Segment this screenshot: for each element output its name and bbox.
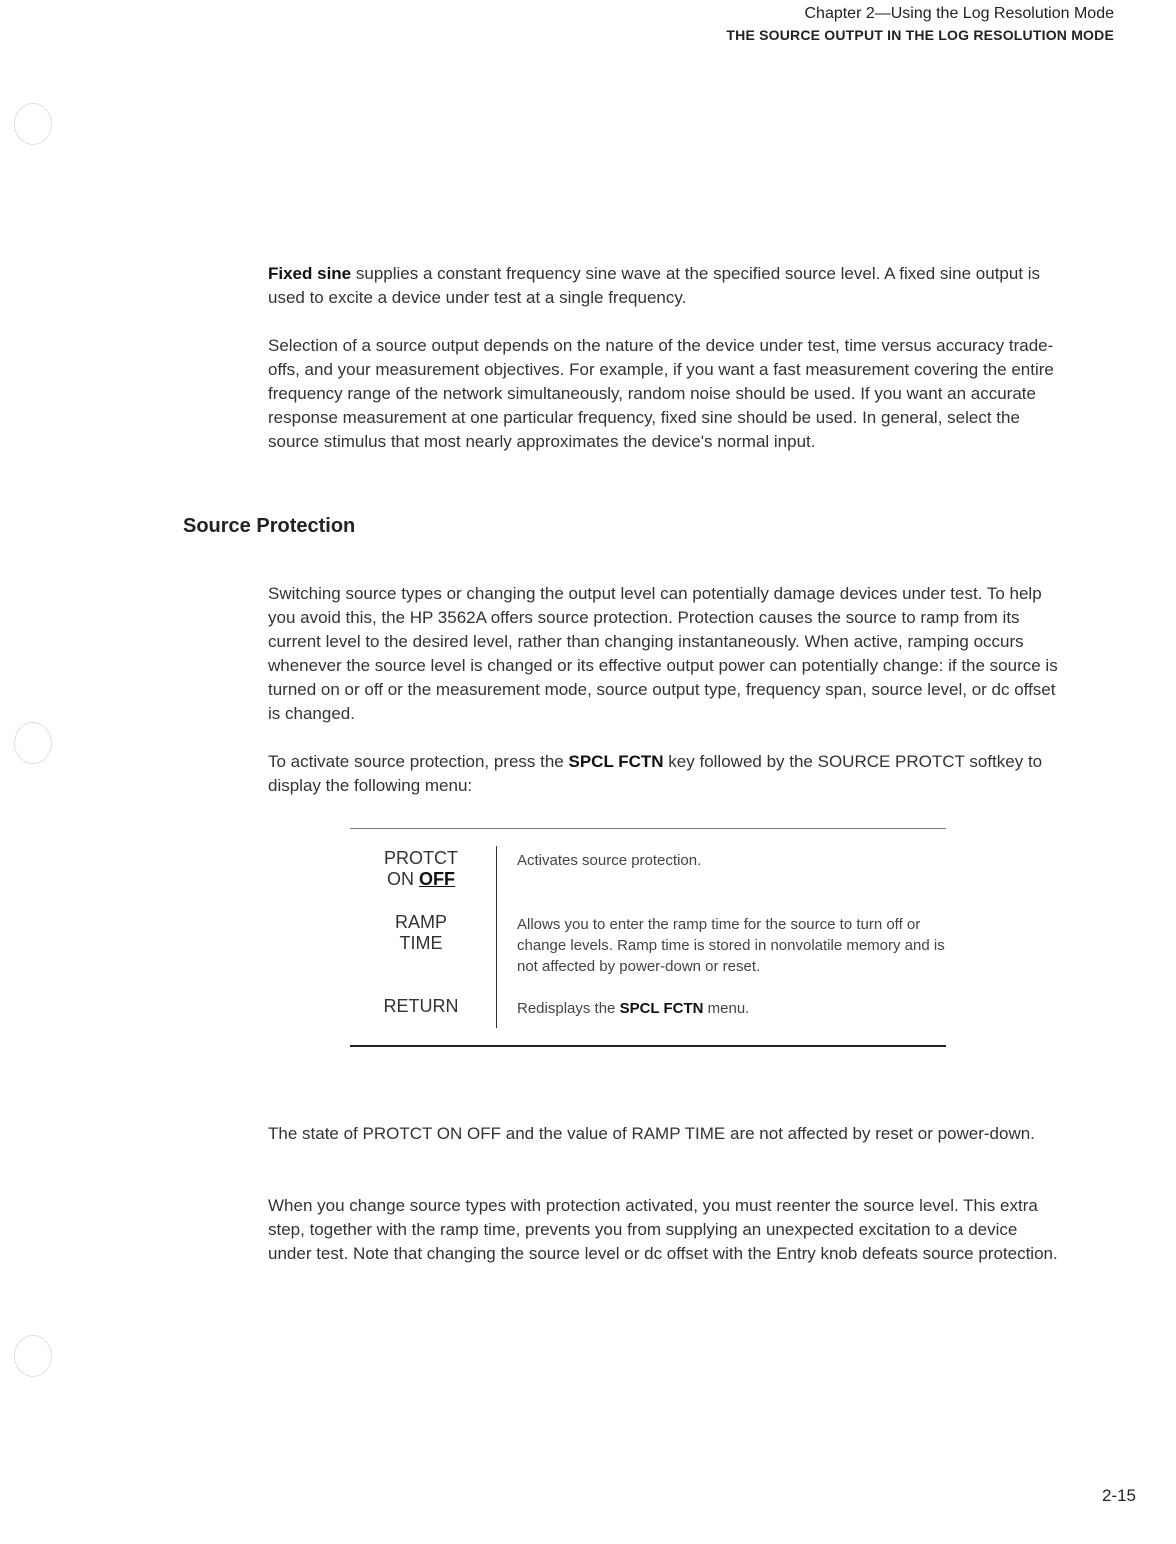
table-bottom-rule: [350, 1045, 946, 1047]
change-source-paragraph: When you change source types with protection activated, you must reenter the source level. This extra step, together with the ramp time, prevents you from supplying an unexpected excitation to a device under test. Note that changing the source level or dc offset with the Entry knob defeats source protection.: [268, 1196, 1058, 1263]
running-header: [726, 3, 1114, 45]
source-protection-heading: Source Protection: [183, 515, 356, 537]
binder-hole-top: [14, 103, 52, 145]
section-title: THE SOURCE OUTPUT IN THE LOG RESOLUTION MODE: [726, 27, 1114, 43]
fixed-sine-term: Fixed sine: [268, 264, 352, 283]
binder-hole-middle: [14, 722, 52, 764]
spcl-fctn-key-ref: SPCL FCTN: [619, 1000, 704, 1017]
spcl-fctn-key: SPCL FCTN: [568, 752, 664, 771]
softkey-menu-table: [350, 828, 946, 1048]
page-number: 2-15: [1101, 1486, 1136, 1505]
desc-protct: Activates source protection.: [517, 852, 702, 869]
state-paragraph: The state of PROTCT ON OFF and the value of RAMP TIME are not affected by reset or power-down.: [268, 1124, 1035, 1143]
source-protection-paragraph: Switching source types or changing the output level can potentially damage devices under test. To help you avoid this, the HP 3562A offers source protection. Protection causes the source to ramp from its current level to the desired level, rather than changing instantaneously. When active, ramping occurs whenever the source level is changed or its effective output power can potentially change: if the source is turned on or off or the measurement mode, source output type, frequency span, source level, or dc offset is changed.: [268, 584, 1058, 723]
activate-paragraph: To activate source protection, press the SPCL FCTN key followed by the SOURCE PROTCT softkey to display the following menu:: [268, 752, 1043, 795]
desc-ramp-time: Allows you to enter the ramp time for the source to turn off or change levels. Ramp time is stored in nonvolatile memory and is not affected by power-down or reset.: [517, 916, 945, 975]
desc-return: Redisplays the SPCL FCTN menu.: [517, 1000, 750, 1017]
softkey-return: RETURN: [383, 996, 459, 1016]
table-top-rule: [350, 828, 946, 829]
fixed-sine-text: supplies a constant frequency sine wave at the specified source level. A fixed sine output is used to excite a device under test at a single frequency.: [268, 264, 1041, 307]
off-selected: OFF: [419, 869, 455, 889]
binder-hole-bottom: [14, 1335, 52, 1377]
softkey-protct-on-off: PROTCT ON OFF: [384, 848, 458, 889]
fixed-sine-paragraph: [268, 262, 1058, 310]
softkey-ramp-time: RAMP TIME: [394, 912, 447, 953]
chapter-title: Chapter 2—Using the Log Resolution Mode: [804, 5, 1114, 22]
table-column-divider: [496, 846, 497, 1028]
selection-paragraph: Selection of a source output depends on the nature of the device under test, time versus accuracy trade-offs, and your measurement objectives. For example, if you want a fast measurement covering the entire frequency range of the network simultaneously, random noise should be used. If you want an accurate response measurement at one particular frequency, fixed sine should be used. In general, select the source stimulus that most nearly approximates the device's normal input.: [268, 336, 1054, 451]
